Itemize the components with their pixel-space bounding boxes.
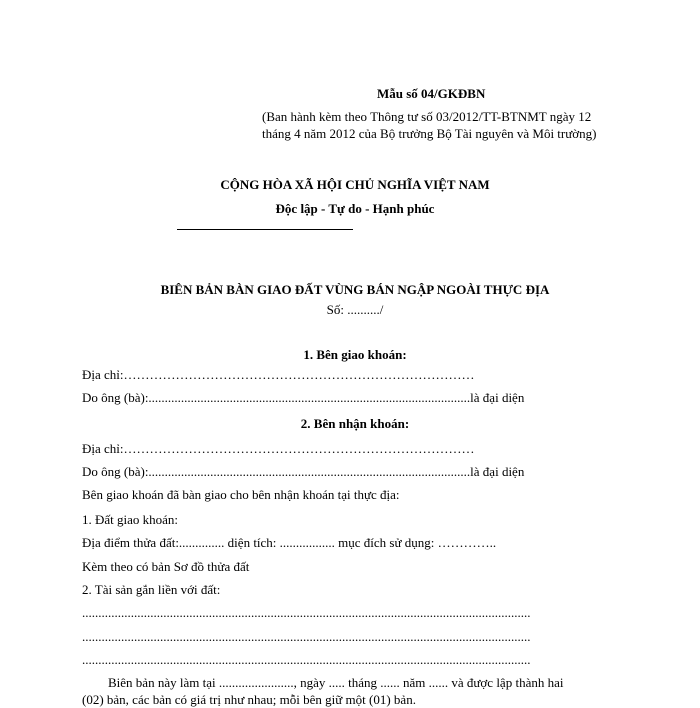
land-heading: 1. Đất giao khoán: [82, 512, 179, 527]
party2-heading: 2. Bên nhận khoán: [300, 416, 410, 431]
party2-representative: Do ông (bà):...................................................................................................là đại diện [82, 464, 525, 479]
assets-dots-line-2: .......................................................................................................................................... [82, 629, 531, 644]
motto-underline [177, 229, 353, 230]
assets-dots-line-3: .......................................................................................................................................... [82, 652, 531, 667]
issuance-note-line1: (Ban hành kèm theo Thông tư số 03/2012/TT-BTNMT ngày 12 [262, 109, 592, 124]
party1-representative: Do ông (bà):...................................................................................................là đại diện [82, 390, 525, 405]
issuance-note-line2: tháng 4 năm 2012 của Bộ trưởng Bộ Tài nguyên và Môi trường) [262, 126, 597, 141]
national-motto: Độc lập - Tự do - Hạnh phúc [275, 201, 435, 216]
document-title: BIÊN BẢN BÀN GIAO ĐẤT VÙNG BÁN NGẬP NGOÀI THỰC ĐỊA [160, 282, 550, 297]
national-title: CỘNG HÒA XÃ HỘI CHỦ NGHĨA VIỆT NAM [220, 177, 490, 192]
assets-dots-line-1: .......................................................................................................................................... [82, 605, 531, 620]
party2-address: Địa chỉ:……………………………………………………………………… [82, 441, 475, 456]
closing-line-1: Biên bản này làm tại ......................., ngày ..... tháng ...... năm ...... và được lập thành hai [108, 675, 564, 690]
handover-intro: Bên giao khoán đã bàn giao cho bên nhận khoán tại thực địa: [82, 487, 400, 502]
party1-address: Địa chỉ:……………………………………………………………………… [82, 367, 475, 382]
document-number: Số: ........../ [326, 302, 384, 317]
closing-line-2: (02) bản, các bản có giá trị như nhau; mỗi bên giữ một (01) bản. [82, 692, 416, 707]
party1-heading: 1. Bên giao khoán: [303, 347, 407, 362]
form-code: Mẫu số 04/GKĐBN [377, 86, 486, 101]
land-attachment: Kèm theo có bản Sơ đồ thửa đất [82, 559, 250, 574]
assets-heading: 2. Tài sản gắn liền với đất: [82, 582, 221, 597]
land-details: Địa điểm thửa đất:.............. diện tích: ................. mục đích sử dụng: ………….. [82, 535, 497, 550]
